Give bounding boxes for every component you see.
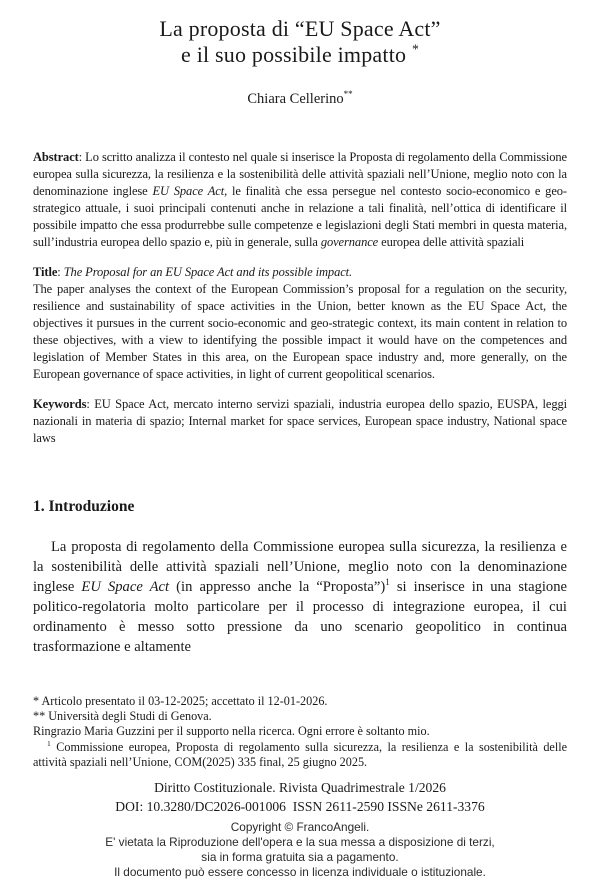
- journal-title-line: Diritto Costituzionale. Rivista Quadrimestrale 1/2026: [154, 780, 446, 796]
- article-title: [33, 16, 567, 68]
- intro-paragraph: La proposta di regolamento della Commissione europea sulla sicurezza, la resilienza e la sostenibilità delle attività spaziali nell’Unione, meglio noto con la denominazione inglese EU Space Act (in appresso anche la “Proposta”)$^1$ si inserisce in una stagione politico-regolatoria molto particolare per il processo di integrazione europea, il cui ordinamento è messo sotto pressione da uno scenario geopolitico in continua trasformazione e altamente: [33, 539, 568, 655]
- front-matter: [33, 149, 567, 447]
- title-footnote-marker: *: [411, 41, 419, 57]
- article-title-line2: e il suo possibile impatto: [181, 42, 407, 67]
- footnotes: [33, 694, 567, 770]
- footnote-acknowledgement: Ringrazio Maria Guzzini per il supporto nella ricerca. Ogni errore è soltanto mio.: [33, 724, 430, 739]
- footnote-star: * Articolo presentato il 03-12-2025; accettato il 12-01-2026.: [33, 694, 328, 708]
- footnote-double-star: ** Università degli Studi di Genova.: [33, 709, 212, 724]
- author-line: [33, 91, 567, 108]
- abstract-english: The paper analyses the context of the European Commission’s proposal for a regulation on the security, resilience and sustainability of space activities in the Union, better known as the EU Space Act, the objectives it pursues in the current socio-economic and geo-strategic context, its main content in relation to these objectives, with a view to identifying the possible impact it would have on the competences and legislation of Member States in this area, on the European space industry and, more generally, on the European governance of space activities, in light of current geopolitical scenarios.: [33, 282, 567, 381]
- copyright-line-license: Il documento può essere concesso in licenza individuale o istituzionale.: [114, 865, 486, 879]
- author-footnote-marker: **: [343, 89, 353, 100]
- journal-info: [33, 779, 567, 816]
- abstract-italian: Abstract: Lo scritto analizza il contesto nel quale si inserisce la Proposta di regolamento della Commissione europea sulla sicurezza, la resilienza e la sostenibilità delle attività spaziali nell’Unione, meglio noto con la denominazione inglese EU Space Act, le finalità che essa persegue nel contesto socio-economico e geo-strategico attuale, i suoi principali contenuti anche in relazione a tali finalità, nell’ottica di identificare il possibile impatto che essa produrrebbe sulle competenze e legislazioni degli Stati membri in questa materia, sull’industria europea dello spazio e, più in generale, sulla governance europea delle attività spaziali: [33, 150, 567, 249]
- copyright-block: [0, 820, 600, 880]
- article-title-line1: La proposta di “EU Space Act”: [159, 16, 441, 41]
- author-name: Chiara Cellerino: [247, 91, 344, 107]
- section-heading: 1. Introduzione: [33, 498, 135, 515]
- copyright-line-forms: sia in forma gratuita sia a pagamento.: [201, 850, 399, 864]
- title-english: Title: The Proposal for an EU Space Act and its possible impact.: [33, 265, 353, 279]
- footnote-1: $^1$ Commissione europea, Proposta di regolamento sulla sicurezza, la resilienza e la sostenibilità delle attività spaziali nell’Unione, COM(2025) 335 final, 25 giugno 2025.: [33, 738, 567, 769]
- doi-issn-line: DOI: 10.3280/DC2026-001006 ISSN 2611-2590 ISSNe 2611-3376: [115, 798, 485, 814]
- keywords: Keywords: EU Space Act, mercato interno servizi spaziali, industria europea dello spazio, EUSPA, leggi nazionali in materia di spazio; Internal market for space services, European space industry, National space laws: [33, 397, 567, 445]
- copyright-line-publisher: Copyright © FrancoAngeli.: [230, 820, 370, 834]
- copyright-line-prohibition: E' vietata la Riproduzione dell'opera e la sua messa a disposizione di terzi,: [105, 835, 495, 849]
